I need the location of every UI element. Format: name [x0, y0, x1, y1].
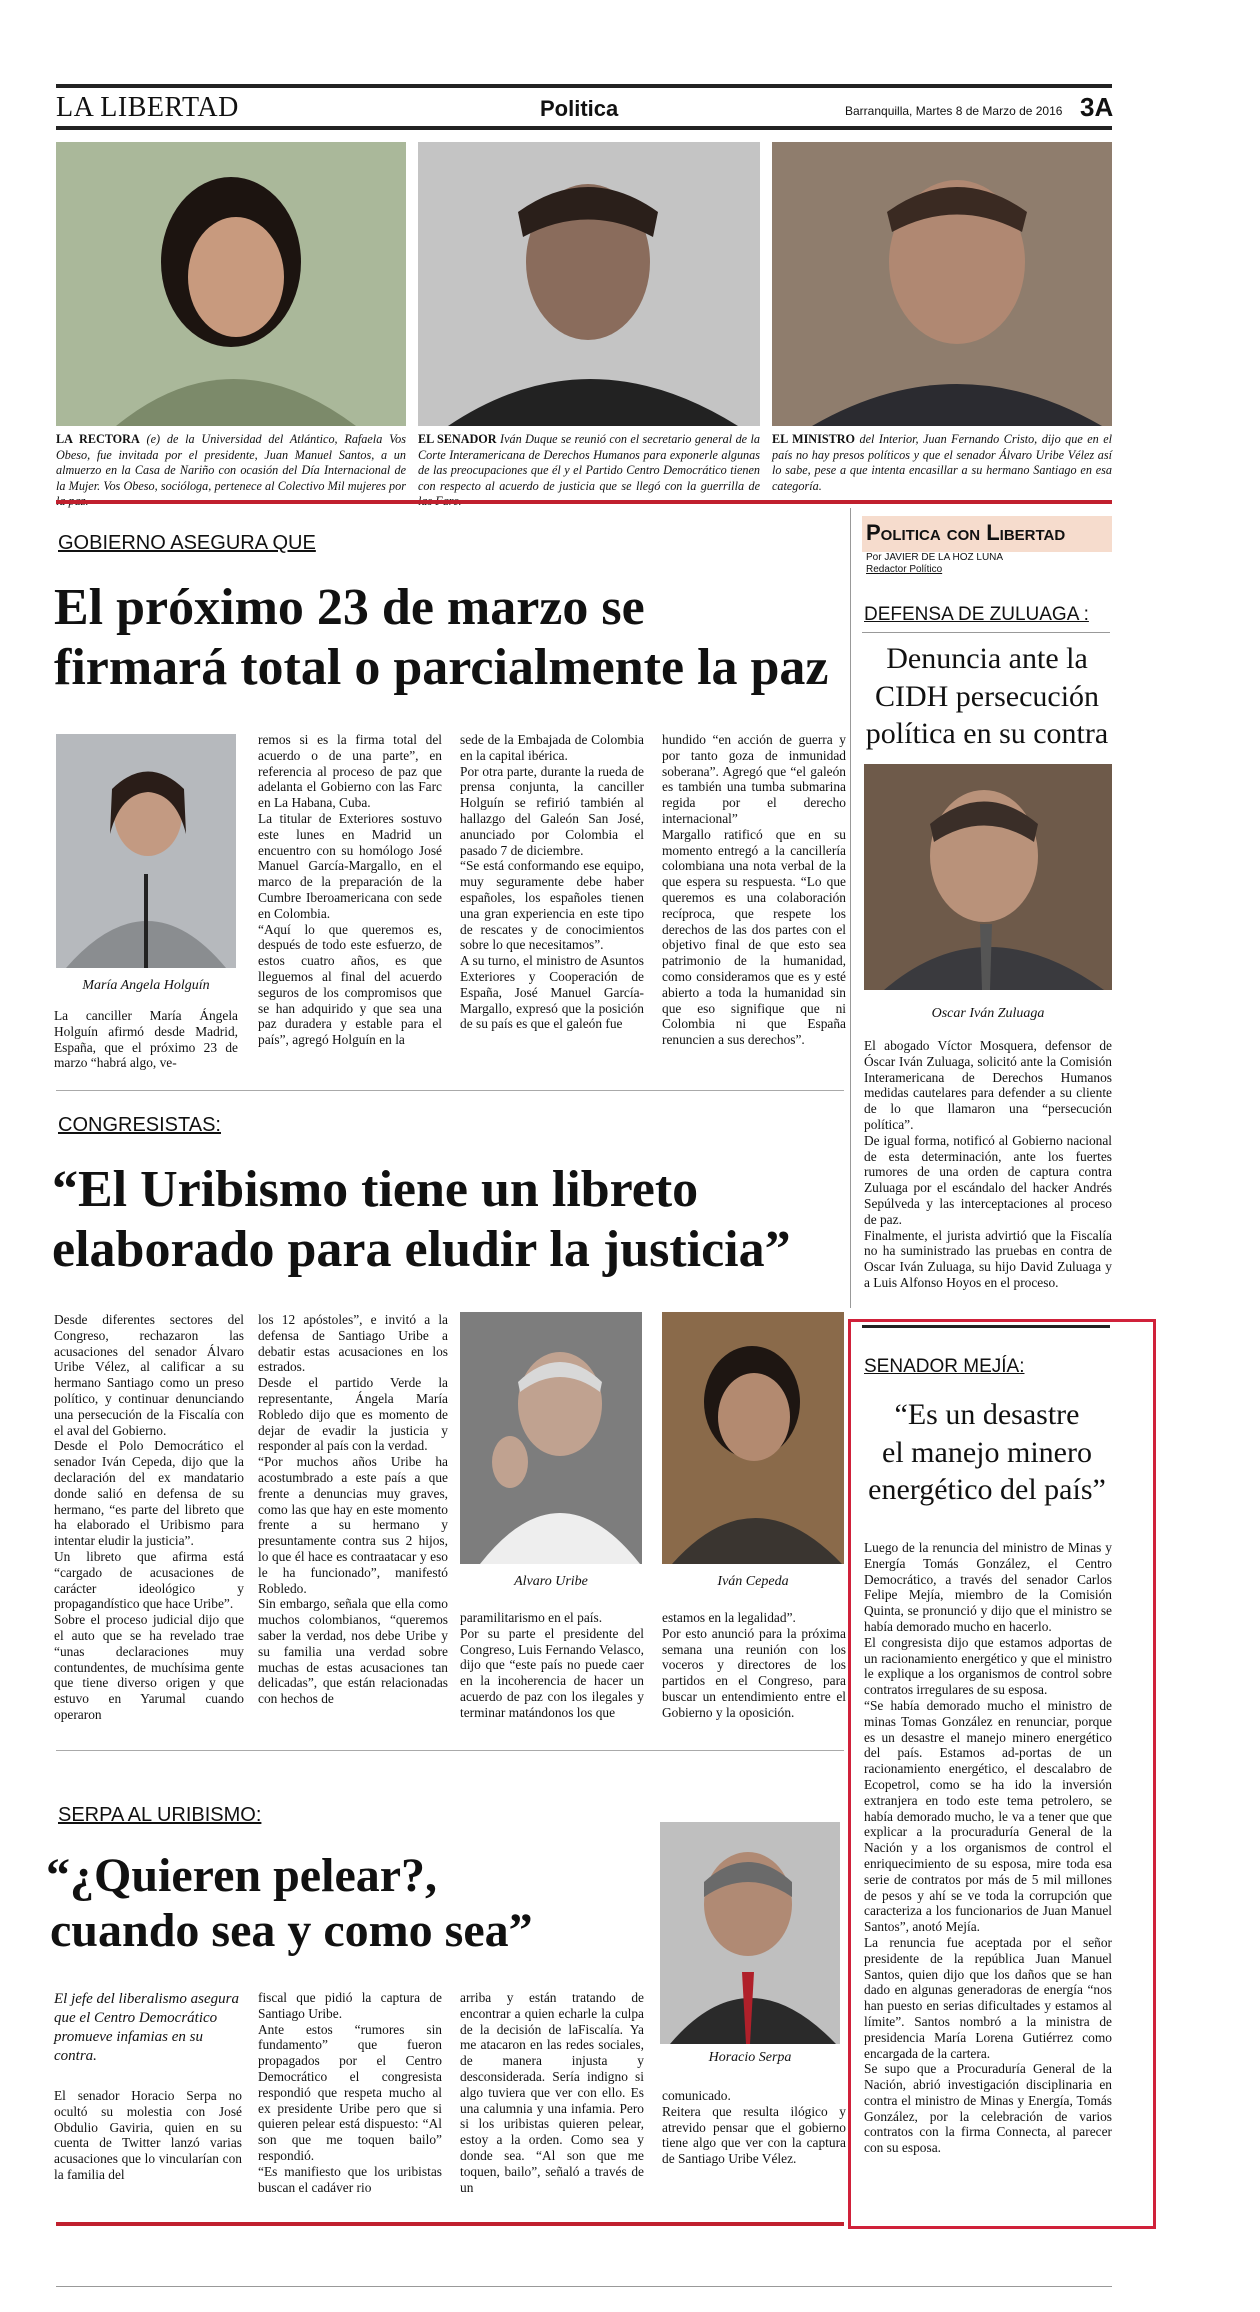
- section-title: Politica: [540, 96, 619, 121]
- story1-col2: remos si es la firma total del acuerdo o de una parte”, en referencia al proceso de paz que adelanta el Gobierno con las Farc en La Habana, Cuba. La titular de Exteriores sostuvo este lunes en Madrid un encuentro con su homólogo José Manuel García-Margallo, en el marco de la preparación de la Cumbre Iberoamericana con sede en Colombia. “Aquí lo que queremos es, después de todo este esfuerzo, de estos cuatro años, es que lleguemos al final del acuerdo seguros de los compromisos que se han adquirido y que sea una paz duradera y estable para el país”, agregó Holguín en la: [258, 732, 442, 1048]
- masthead: LA LIBERTAD: [56, 92, 239, 123]
- photo-alvaro-uribe: [460, 1312, 642, 1564]
- story2-col2: los 12 apóstoles”, e invitó a la defensa de Santiago Uribe a debatir estas acusaciones en los estrados. Desde el partido Verde la representante, Ángela María Robledo dijo que es momento de dejar de evadir la justicia y responder al país con la verdad. “Por muchos años Uribe ha acostumbrado a este país a que frente a denuncias muy graves, como las que hay en este momento frente a su hermano y presuntamente contra sus 2 hijos, lo que él hace es contraatacar y eso le ha funcionado”, manifestó Robledo. Sin embargo, señala que ella como muchos colombianos, “queremos saber la verdad, nos debe Uribe y su familia una verdad sobre muchas de estas acusaciones tan delicadas”, que están relacionadas con hechos de: [258, 1312, 448, 1707]
- caption-ministro: EL MINISTRO del Interior, Juan Fernando Cristo, dijo que en el país no hay presos políticos y que el senador Álvaro Uribe Vélez así lo sabe, pese a que intenta encasillar a su hermano Santiago en esa categoría.: [772, 432, 1112, 493]
- story2-kicker: CONGRESISTAS:: [58, 1114, 221, 1136]
- photo-juan-fernando-cristo: [772, 142, 1112, 426]
- caption-zuluaga: Oscar Iván Zuluaga: [931, 1006, 1045, 1021]
- story1-col1: La canciller María Ángela Holguín afirmó desde Madrid, España, que el próximo 23 de marzo “habrá algo, ve-: [54, 1008, 238, 1071]
- issue-date: Barranquilla, Martes 8 de Marzo de 2016: [845, 104, 1063, 118]
- photo-holguin: [56, 734, 236, 968]
- top-rule: [56, 84, 1112, 88]
- red-divider: [56, 500, 1112, 504]
- caption-serpa: Horacio Serpa: [708, 2050, 792, 2065]
- bottom-rule: [56, 2286, 1112, 2287]
- sidebar-role: Redactor Político: [866, 564, 943, 575]
- caption-rectora: LA RECTORA (e) de la Universidad del Atlántico, Rafaela Vos Obeso, fue invitada por el presidente, Juan Manuel Santos, a un almuerzo en la Casa de Nariño con ocasión del Día Internacional de la Mujer. Vos Obeso, socióloga, pertenece al Colectivo Mil mujeres por: [56, 432, 406, 493]
- box-body: Luego de la renuncia del ministro de Minas y Energía Tomás González, el Centro Democrático, a través del senador Carlos Felipe Mejía, miembro de la Comisión Quinta, se pronunció y dijo que el ministro se había demorado mucho en hacerlo. El congresista dijo que estamos adportas de un racionamiento energético y que el ministro le explique a los organismos de control sobre contratos irregulares de su esposa. “Se había demorado mucho el ministro de minas Tomas González en renunciar, porque es un desastre el manejo minero energético del país. Estamos ad-portas de un racionamiento energético, el descalabro de Ecopetrol, como se ha ido la inversión extranjera en todo este tema petrolero, se había demorado mucho, le va a tener que que explicar a la procuraduría General de la Nación y a los organismos de control el enriquecimiento de su esposa, mire toda esa serie de contratos por más de 5 mil millones de pesos y ahí se ve toda la corrupción que caracteriza a los funcionarios de Juan Manuel Santos”, anotó Mejía. La renuncia fue aceptada por el señor presidente de la república Juan Manuel Santos, quien dijo que los daños que se han dado en algunas generadoras de energía “nos han puesto en serias dificultades y estamos al límite”. Santos nombró a la ministra de presidencia María Lorena Gutiérrez como encargada de la cartera. Se supo que a Procuraduría General de la Nación, abrió investigación disciplinaria en contra el ministro de Minas y Energía, Tomás González, por la celebración de varios contratos con la firma Connecta, al parecer con su esposa.: [864, 1540, 1112, 2156]
- sidebar-kicker: DEFENSA DE ZULUAGA :: [864, 604, 1089, 625]
- photo-horacio-serpa: [660, 1822, 840, 2044]
- story1-col4: hundido “en acción de guerra y por tanto goza de inmunidad soberana”. Agregó que “el galeón es también una tumba submarina regida por el derecho internacional” Margallo ratificó que en su momento entregó a la cancillería colombiana una nota verbal de la que espera su respuesta. “Lo que queremos es una colaboración recíproca, que respete los derechos de las dos partes con el objetivo final de que esto sea patrimonio de la humanidad, como consideramos que es y esté abierto a toda la humanidad sin que eso signifique que ni Colombia ni que España renuncien a sus derechos”.: [662, 732, 846, 1048]
- story3-col2: fiscal que pidió la captura de Santiago Uribe. Ante estos “rumores sin fundamento” que fueron propagados por el Centro Democrático el congresista respondió que respeta mucho al ex presidente Uribe pero que si quieren pelear está dispuesto: “Al son que me toquen bailo” respondió. “Es manifiesto que los uribistas buscan el cadáver rio: [258, 1990, 442, 2195]
- photo-ivan-duque: [418, 142, 760, 426]
- photo-rafaela-vos: [56, 142, 406, 426]
- sidebar-title: Politica con Libertad: [866, 520, 1066, 545]
- story3-lede: El jefe del liberalismo asegura que el Centro Democrático promueve infamias en su contra.: [54, 1991, 239, 2064]
- photo-oscar-ivan-zuluaga: [864, 764, 1112, 990]
- sidebar-byline: Por JAVIER DE LA HOZ LUNA: [866, 552, 1004, 563]
- page-number: 3A: [1080, 92, 1114, 122]
- story1-kicker: GOBIERNO ASEGURA QUE: [58, 532, 316, 554]
- story1-headline: El próximo 23 de marzo se firmará total o parcialmente la paz: [54, 579, 829, 696]
- sidebar-headline: Denuncia ante la CIDH persecución política en su contra: [865, 642, 1109, 750]
- box-top-rule: [862, 1325, 1110, 1328]
- photo-ivan-cepeda: [662, 1312, 844, 1564]
- story3-col3: arriba y están tratando de encontrar a quien echarle la culpa de la decisión de laFiscalía. Ya me atacaron en las redes sociales, de manera injusta y desconsiderada. Sería indigno si algo tuviera que ver con ello. Es una calumnia y una infamia. Pero si los uribistas quieren pelear, estoy a la orden. Como sea y donde sea. “Al son que me toquen, bailo”, señaló a través de un: [460, 1990, 644, 2195]
- divider-1: [56, 1090, 844, 1091]
- sidebar-divider: [850, 508, 851, 1308]
- story2-col1: Desde diferentes sectores del Congreso, rechazaron las acusaciones del senador Álvaro Uribe Vélez, al calificar a su hermano Santiago como un preso político, y continuar denunciando una persecución de la Fiscalía con el aval del Gobierno. Desde el Polo Democrático el senador Iván Cepeda, dijo que la declaración del ex mandatario donde salió en defensa de su hermano, “es parte del libreto que ha elaborado el Uribismo para intentar eludir la justicia”. Un libreto que afirma está “cargado de acusaciones de carácter ideológico y propagandístico que hace Uribe”. Sobre el proceso judicial dijo que el auto que se ha revelado trae “unas declaraciones muy contundentes, de muchísima gente que tiene diverso origen y que estuvo en Yarumal cuando operaron: [54, 1312, 244, 1722]
- sidebar-rule: [862, 632, 1110, 633]
- story2-col3: paramilitarismo en el país. Por su parte el presidente del Congreso, Luis Fernando Velasco, dijo que “este país no puede caer en la incoherencia de hacer un acuerdo de paz con los ilegales y terminar matándonos los que: [460, 1610, 644, 1720]
- bottom-red-rule: [56, 2222, 844, 2226]
- sidebar-body: El abogado Víctor Mosquera, defensor de Óscar Iván Zuluaga, solicitó ante la Comisión Interamericana de Derechos Humanos medidas cautelares para defender a su cliente de lo que llamaron una “persecución política”. De igual forma, notificó al Gobierno nacional de esta determinación, ante los fuertes rumores de una orden de captura contra Zuluaga por el escándalo del hacker Andrés Sepúlveda y las interceptaciones al proceso de paz. Finalmente, el jurista advirtió que la Fiscalía no ha suministrado las pruebas en contra de Oscar Iván Zuluaga, su hijo David Zuluaga y a Luis Alfonso Hoyos en el proceso.: [864, 1038, 1112, 1290]
- story3-kicker: SERPA AL URIBISMO:: [58, 1804, 262, 1826]
- story3-headline: “¿Quieren pelear?, cuando sea y como sea”: [46, 1849, 533, 1958]
- story3-col4: comunicado. Reitera que resulta ilógico y atrevido pensar que el gobierno tiene algo que ver con la captura de Santiago Uribe Vélez.: [662, 2088, 846, 2167]
- story3-col1: El senador Horacio Serpa no ocultó su molestia con José Obdulio Gaviria, quien en su cuenta de Twitter lanzó varias acusaciones que lo vincularían con la familia del: [54, 2088, 242, 2182]
- divider-2: [56, 1750, 844, 1751]
- caption-senador: EL SENADOR Iván Duque se reunió con el secretario general de la Corte Interamericana de Derechos Humanos para exponerle algunas de las preocupaciones que él y el Partido Centro Democrático tienen con respecto al acuerdo de justicia que se llegó con la guerrilla de: [418, 432, 760, 493]
- box-headline: “Es un desastre el manejo minero energético del país”: [868, 1398, 1106, 1506]
- caption-cepeda: Iván Cepeda: [717, 1574, 789, 1589]
- header-rule: [56, 126, 1112, 130]
- story2-headline: “El Uribismo tiene un libreto elaborado para eludir la justicia”: [52, 1161, 791, 1278]
- box-kicker: SENADOR MEJÍA:: [864, 1356, 1025, 1377]
- story2-col4: estamos en la legalidad”. Por esto anunció para la próxima semana una reunión con los voceros y directores de los partidos en el Congreso, para buscar un entendimiento entre el Gobierno y la oposición.: [662, 1610, 846, 1720]
- caption-uribe: Alvaro Uribe: [514, 1574, 588, 1589]
- story1-col3: sede de la Embajada de Colombia en la capital ibérica. Por otra parte, durante la rueda de prensa conjunta, la canciller Holguín se refirió también al hallazgo del Galeón San José, anunciado por Colombia el pasado 7 de diciembre. “Se está conformando ese equipo, muy seguramente debe haber españoles, los españoles tienen una gran experiencia en este tipo de rescates y de conocimientos sobre lo que necesitamos”. A su turno, el ministro de Asuntos Exteriores y Cooperación de España, José Manuel García-Margallo, expresó que la posición de su país es que el galeón fue: [460, 732, 644, 1032]
- caption-holguin: María Angela Holguín: [82, 978, 210, 993]
